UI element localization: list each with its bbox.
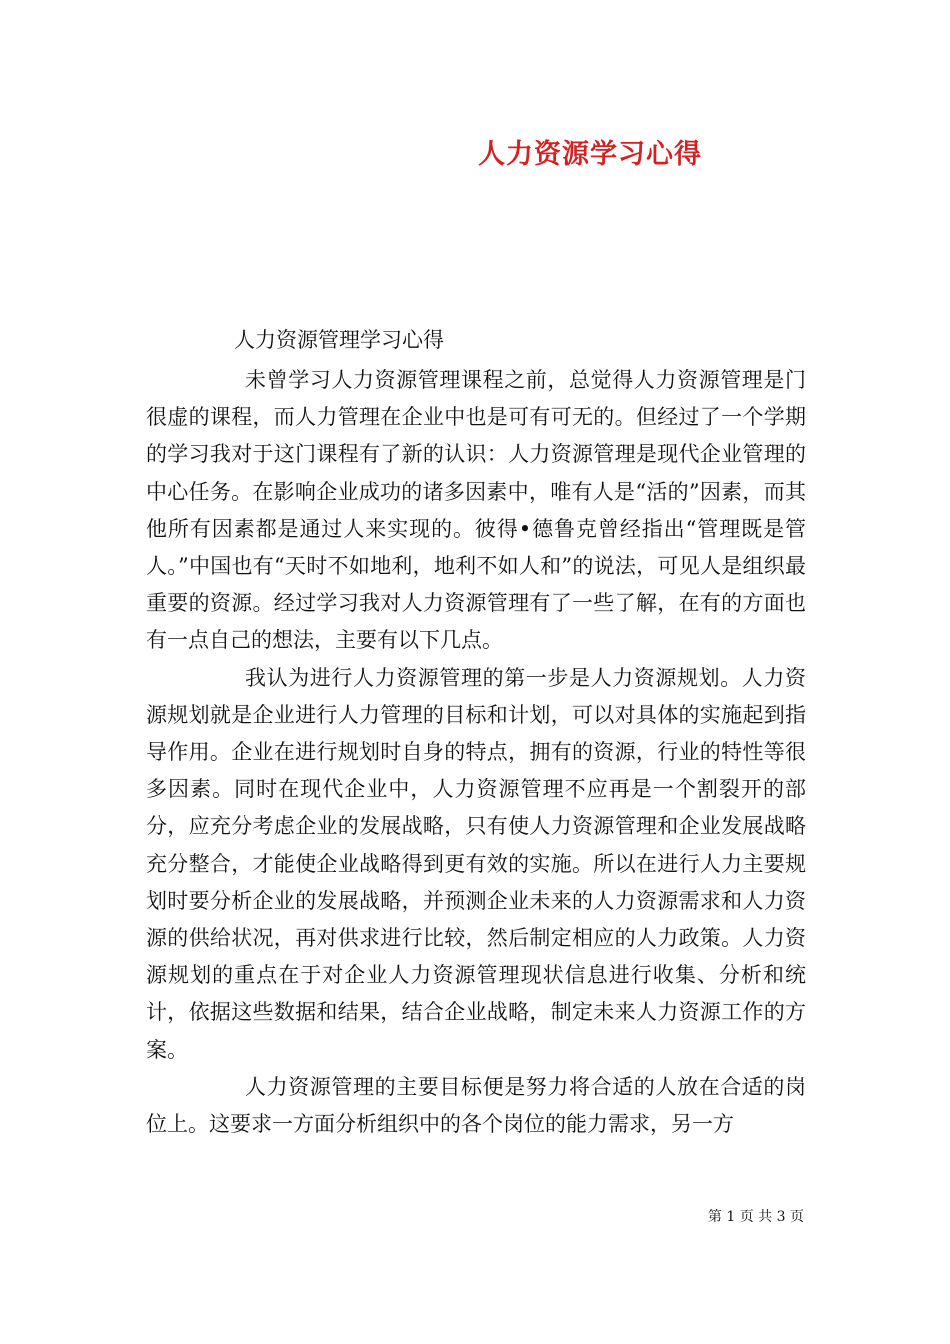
document-subtitle: 人力资源管理学习心得: [234, 328, 444, 352]
paragraph-intro: 未曾学习人力资源管理课程之前，总觉得人力资源管理是门很虚的课程，而人力管理在企业中也是可有可无的。但经过了一个学期的学习我对于这门课程有了新的认识：人力资源管理是现代企业管理的中心任务。在影响企业成功的诸多因素中，唯有人是“活的”因素，而其他所有因素都是通过人来实现的。彼得•德鲁克曾经指出“管理既是管人。”中国也有“天时不如地利，地利不如人和”的说法，可见人是组织最重要的资源。经过学习我对人力资源管理有了一些了解，在有的方面也有一点自己的想法，主要有以下几点。: [146, 368, 806, 653]
document-body: [146, 362, 806, 1143]
paragraph-planning: 我认为进行人力资源管理的第一步是人力资源规划。人力资源规划就是企业进行人力管理的目标和计划，可以对具体的实施起到指导作用。企业在进行规划时自身的特点，拥有的资源，行业的特性等很多因素。同时在现代企业中，人力资源管理不应再是一个割裂开的部分，应充分考虑企业的发展战略，只有使人力资源管理和企业发展战略充分整合，才能使企业战略得到更有效的实施。所以在进行人力主要规划时要分析企业的发展战略，并预测企业未来的人力资源需求和人力资源的供给状况，再对供求进行比较，然后制定相应的人力政策。人力资源规划的重点在于对企业人力资源管理现状信息进行收集、分析和统计，依据这些数据和结果，结合企业战略，制定未来人力资源工作的方案。: [146, 665, 806, 1062]
document-title: 人力资源学习心得: [478, 139, 702, 170]
paragraph-goal: 人力资源管理的主要目标便是努力将合适的人放在合适的岗位上。这要求一方面分析组织中的各个岗位的能力需求，另一方: [146, 1074, 806, 1137]
page-number-footer: 第 1 页 共 3 页: [707, 1209, 804, 1225]
